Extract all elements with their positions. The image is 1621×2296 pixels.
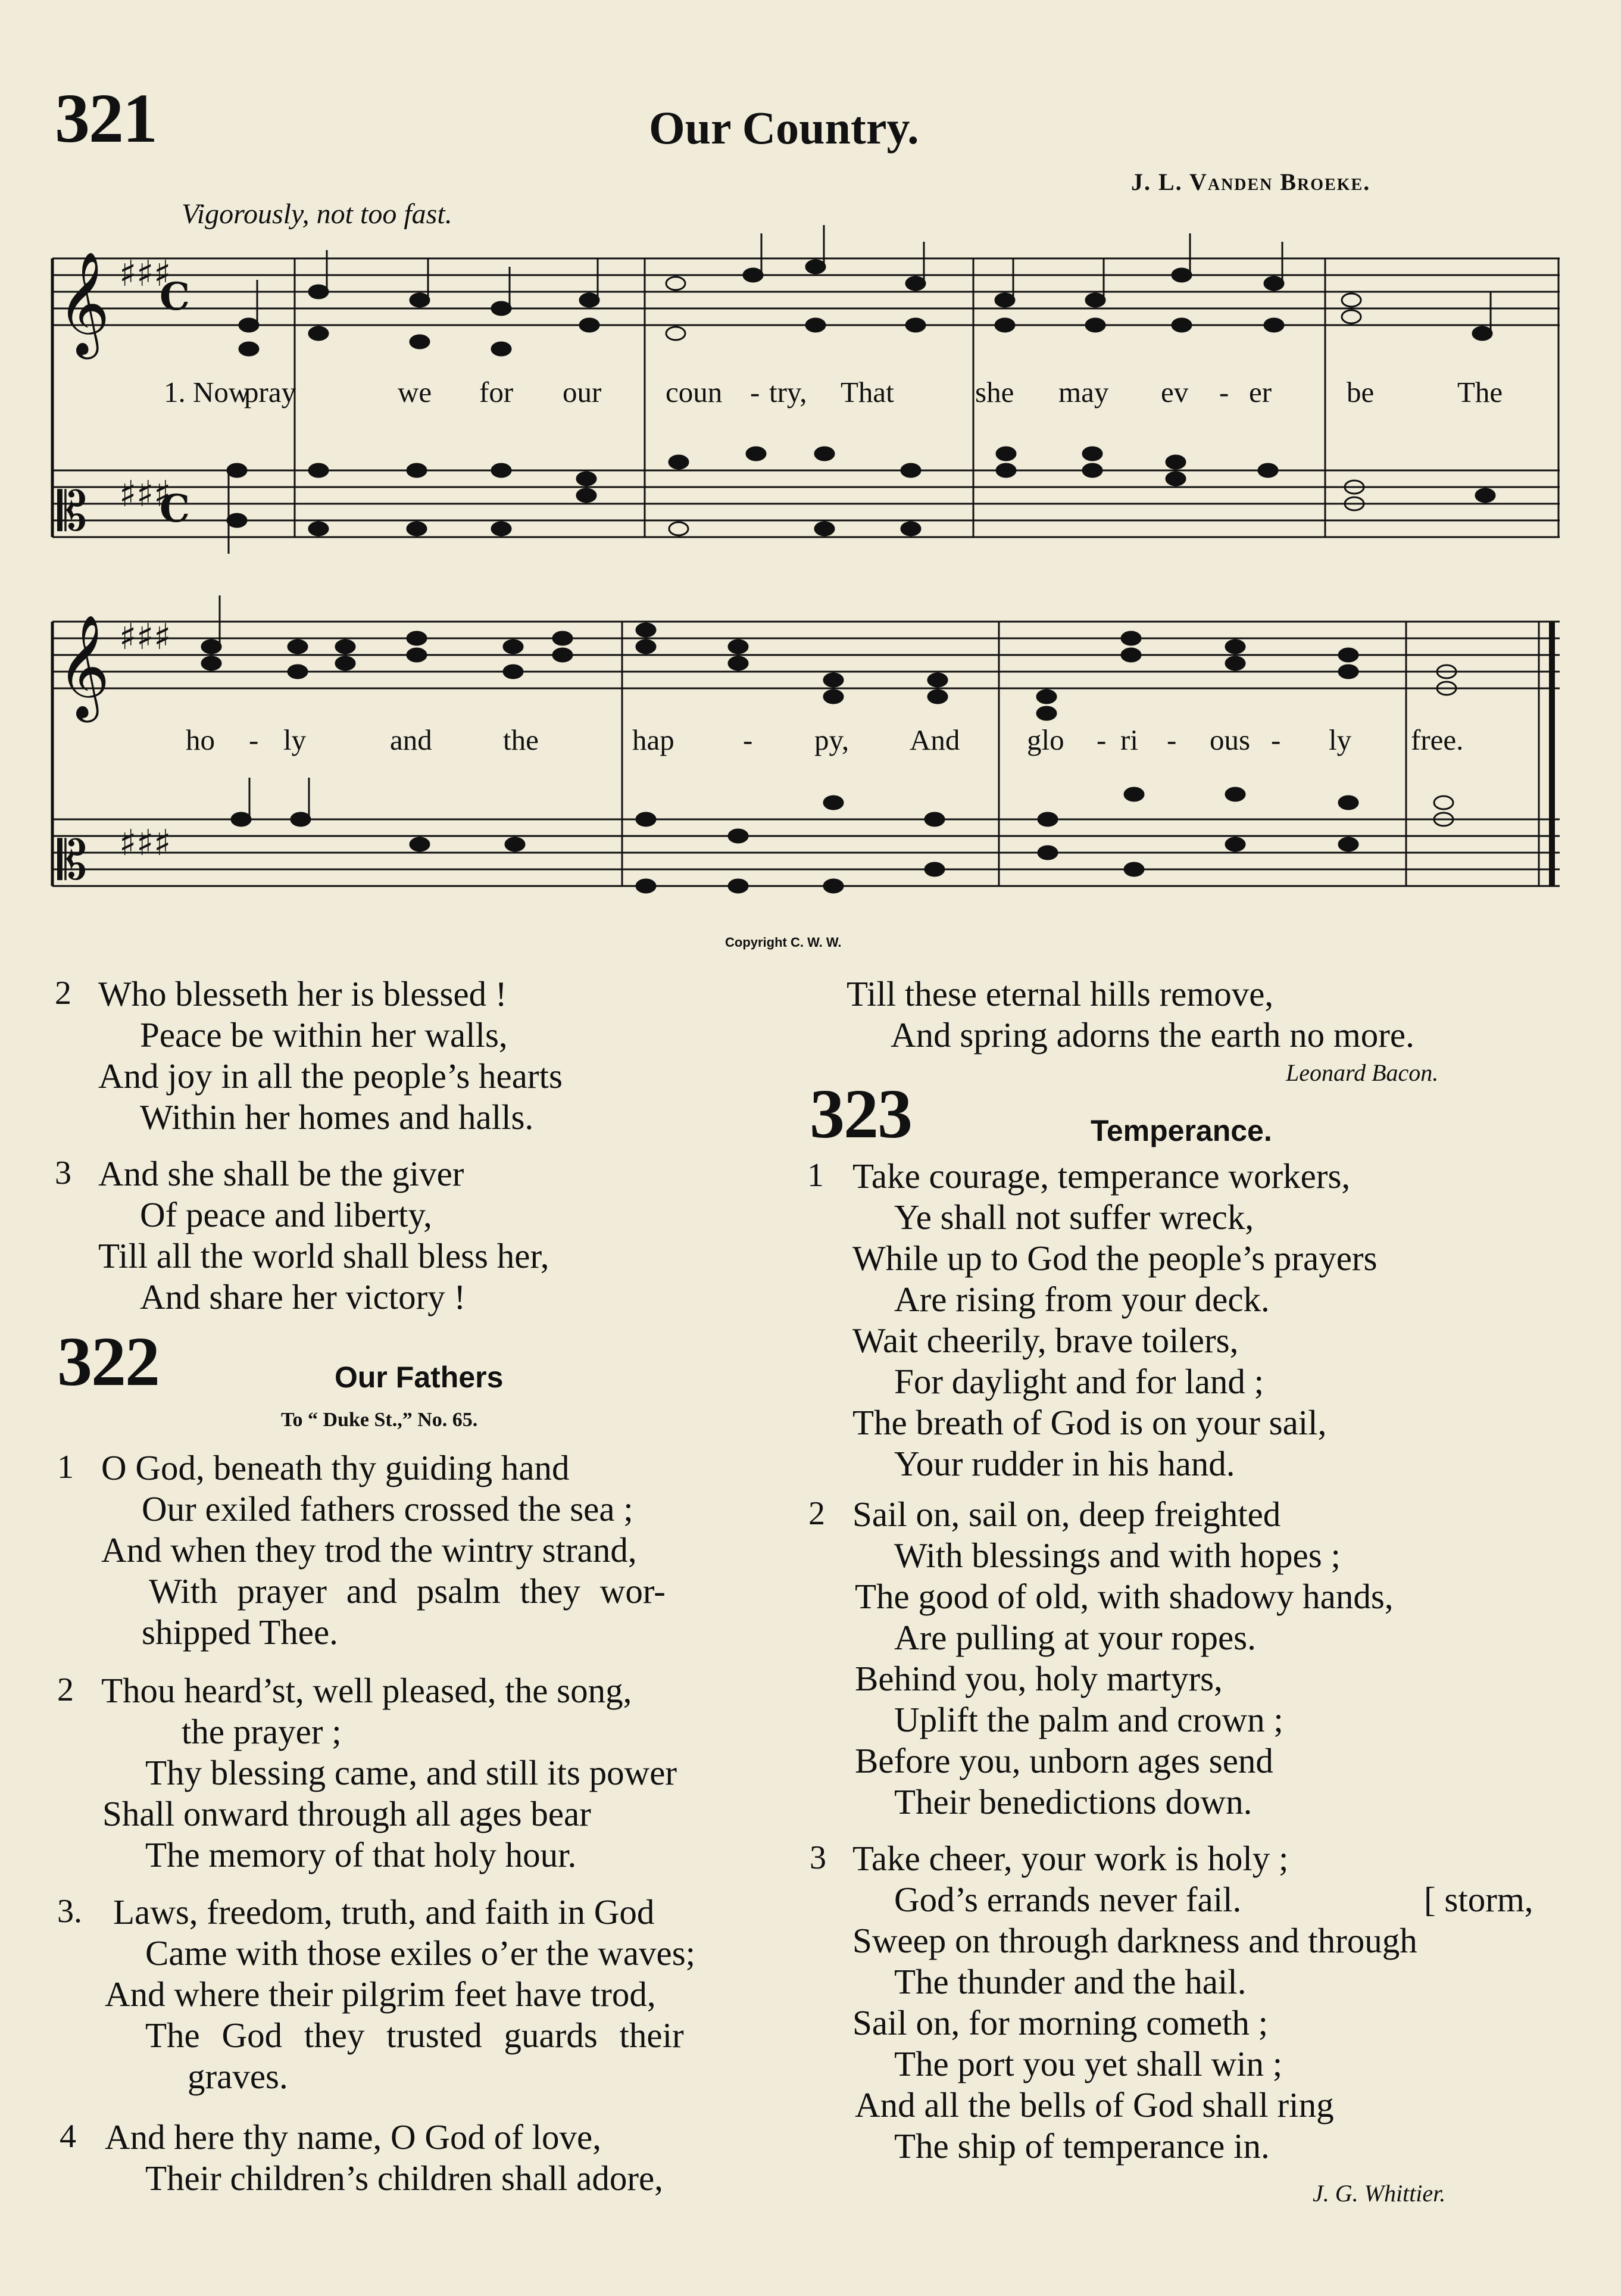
verse-line: Till all the world shall bless her,: [98, 1236, 549, 1275]
lyric-line-2-word: py,: [814, 723, 849, 756]
lyric-line-1-word: ev: [1161, 376, 1189, 408]
verse-number: 3.: [57, 1893, 82, 1930]
verse-line: Before you, unborn ages send: [855, 1741, 1273, 1780]
hymn-number-321: 321: [55, 79, 157, 157]
verse-line: And joy in all the people’s hearts: [98, 1056, 563, 1096]
verse-line: graves.: [188, 2057, 288, 2096]
verse-number: 3: [55, 1155, 71, 1191]
copyright-notice: Copyright C. W. W.: [725, 935, 842, 950]
treble-clef-icon: 𝄞: [57, 614, 110, 718]
lyric-line-2-word: ly: [283, 723, 307, 756]
lyric-line-2-word: the: [503, 723, 539, 756]
verse-line: For daylight and for land ;: [894, 1362, 1264, 1401]
verse-line: The port you yet shall win ;: [894, 2044, 1283, 2083]
lyric-line-2-word: And: [910, 723, 960, 756]
verse-line: While up to God the people’s prayers: [852, 1239, 1378, 1278]
verse-line: And where their pilgrim feet have trod,: [105, 1974, 656, 2014]
verse-line: And when they trod the wintry strand,: [101, 1530, 637, 1570]
lyric-line-1-word: be: [1347, 376, 1375, 408]
lyric-line-1-word: for: [479, 376, 514, 408]
staff-treble-2: [52, 622, 1560, 688]
verse-number: 2: [57, 1671, 74, 1708]
verse-line: And all the bells of God shall ring: [855, 2085, 1334, 2125]
verse-line: The thunder and the hail.: [894, 1962, 1247, 2001]
lyric-line-2-word: ri: [1120, 723, 1138, 756]
turnover-bracket: [ storm,: [1424, 1880, 1533, 1919]
treble-clef-icon: 𝄞: [57, 251, 110, 355]
verse-number: 1: [807, 1157, 824, 1194]
verse-number: 2: [55, 975, 71, 1012]
svg-text:C: C: [160, 486, 190, 531]
lyric-line-2-word: free.: [1411, 723, 1464, 756]
verse-line: Wait cheerily, brave toilers,: [852, 1321, 1239, 1360]
lyric-line-1-word: That: [841, 376, 894, 408]
lyric-line-1-word: our: [563, 376, 602, 408]
verse-line: The ship of temperance in.: [894, 2126, 1270, 2166]
svg-text:C: C: [160, 274, 190, 319]
lyric-line-2-word: ho: [186, 723, 215, 756]
verse-line: Came with those exiles o’er the waves;: [145, 1933, 696, 1973]
lyric-line-1-word: try,: [769, 376, 807, 408]
lyric-line-1-word: The: [1457, 376, 1503, 408]
lyric-line-2-word: -: [1271, 723, 1281, 756]
lyric-line-2-word: and: [390, 723, 432, 756]
svg-text:♯♯♯: ♯♯♯: [119, 616, 171, 658]
verse-line: And here thy name, O God of love,: [105, 2117, 601, 2157]
verse-number: 3: [810, 1839, 826, 1876]
verse-line: With prayer and psalm they wor-: [149, 1571, 666, 1611]
svg-text:♯♯♯: ♯♯♯: [119, 473, 171, 515]
verse-line: Our exiled fathers crossed the sea ;: [142, 1489, 633, 1528]
author-credit: J. G. Whittier.: [1313, 2180, 1446, 2207]
tenor-clef-icon: 𝄡: [57, 481, 88, 543]
verse-line: Shall onward through all ages bear: [102, 1794, 591, 1833]
verse-line: And spring adorns the earth no more.: [891, 1015, 1414, 1055]
verse-line: The good of old, with shadowy hands,: [855, 1577, 1394, 1616]
verse-line: Their children’s children shall adore,: [145, 2158, 663, 2198]
verse-line: Of peace and liberty,: [140, 1195, 432, 1234]
verse-line: The God they trusted guards their: [145, 2016, 684, 2055]
verse-line: Their benedictions down.: [894, 1782, 1253, 1821]
svg-text:♯♯♯: ♯♯♯: [119, 822, 171, 864]
lyric-line-2-word: ous: [1210, 723, 1251, 756]
verse-line: The memory of that holy hour.: [145, 1835, 577, 1874]
composer-credit: J. L. Vanden Broeke.: [1131, 169, 1371, 195]
staff-bass-2: [52, 819, 1560, 886]
verse-line: And she shall be the giver: [98, 1154, 464, 1193]
lyric-line-1-word: -: [750, 376, 760, 408]
hymn-number-323: 323: [810, 1075, 911, 1153]
hymn-title-323: Temperance.: [1091, 1114, 1272, 1147]
tempo-marking: Vigorously, not too fast.: [182, 198, 452, 230]
verse-line: Within her homes and halls.: [140, 1097, 534, 1137]
verse-line: Sail on, for morning cometh ;: [852, 2003, 1269, 2042]
sheet-music: [0, 0, 1621, 965]
staff-bass-1: [52, 470, 1560, 537]
verse-line: Take courage, temperance workers,: [852, 1156, 1351, 1196]
verse-line: shipped Thee.: [142, 1612, 338, 1652]
verse-number: 1: [57, 1449, 74, 1486]
verse-line: Who blesseth her is blessed !: [98, 974, 507, 1013]
verse-line: the prayer ;: [182, 1712, 342, 1751]
verse-line: Till these eternal hills remove,: [847, 974, 1274, 1013]
lyric-line-2-word: hap: [632, 723, 674, 756]
verse-line: Behind you, holy martyrs,: [855, 1659, 1223, 1698]
lyric-line-1-word: we: [398, 376, 432, 408]
lyric-line-1-word: she: [975, 376, 1014, 408]
verse-number: 2: [808, 1495, 825, 1532]
verse-line: Are rising from your deck.: [894, 1280, 1270, 1319]
hymn-title-322: Our Fathers: [335, 1361, 504, 1394]
lyric-line-1-word: er: [1249, 376, 1272, 408]
lyric-line-2-word: -: [1167, 723, 1177, 756]
lyric-line-2-word: ly: [1329, 723, 1352, 756]
tune-reference: To “ Duke St.,” No. 65.: [281, 1409, 478, 1431]
lyric-line-1-word: may: [1058, 376, 1109, 408]
verse-line: The breath of God is on your sail,: [852, 1403, 1327, 1442]
verse-line: With blessings and with hopes ;: [894, 1536, 1341, 1575]
lyric-line-1-word: pray: [244, 376, 296, 408]
lyric-line-2-word: -: [1097, 723, 1107, 756]
hymn-title-321: Our Country.: [649, 102, 919, 154]
verse-line: Laws, freedom, truth, and faith in God: [113, 1892, 655, 1932]
notes-treble-1: [239, 225, 1492, 355]
author-credit: Leonard Bacon.: [1286, 1059, 1439, 1086]
verse-line: O God, beneath thy guiding hand: [101, 1448, 570, 1487]
lyric-line-1-word: -: [1219, 376, 1229, 408]
lyric-line-1-word: 1. Now: [164, 376, 250, 408]
verse-number: 4: [60, 2118, 76, 2155]
verse-line: Thou heard’st, well pleased, the song,: [101, 1671, 632, 1710]
lyric-line-2-word: glo: [1027, 723, 1064, 756]
verse-line: And share her victory !: [140, 1277, 466, 1317]
tenor-clef-icon: 𝄡: [57, 829, 88, 892]
verse-line: Are pulling at your ropes.: [894, 1618, 1256, 1657]
lyric-line-2-word: -: [743, 723, 753, 756]
svg-text:♯♯♯: ♯♯♯: [119, 253, 171, 295]
notes-treble-2: [202, 595, 1456, 720]
hymn-number-322: 322: [57, 1322, 159, 1400]
verse-line: Sweep on through darkness and through: [852, 1921, 1417, 1960]
lyric-line-2-word: -: [249, 723, 259, 756]
verse-line: Ye shall not suffer wreck,: [894, 1197, 1254, 1237]
verse-line: Your rudder in his hand.: [894, 1444, 1235, 1483]
verse-line: Peace be within her walls,: [140, 1015, 508, 1055]
verse-line: Take cheer, your work is holy ;: [852, 1839, 1289, 1878]
lyric-line-1-word: coun: [666, 376, 723, 408]
verse-line: Uplift the palm and crown ;: [894, 1700, 1283, 1739]
verse-line: Sail on, sail on, deep freighted: [852, 1495, 1281, 1534]
verse-line: God’s errands never fail.: [894, 1880, 1242, 1919]
verse-line: Thy blessing came, and still its power: [145, 1753, 677, 1792]
